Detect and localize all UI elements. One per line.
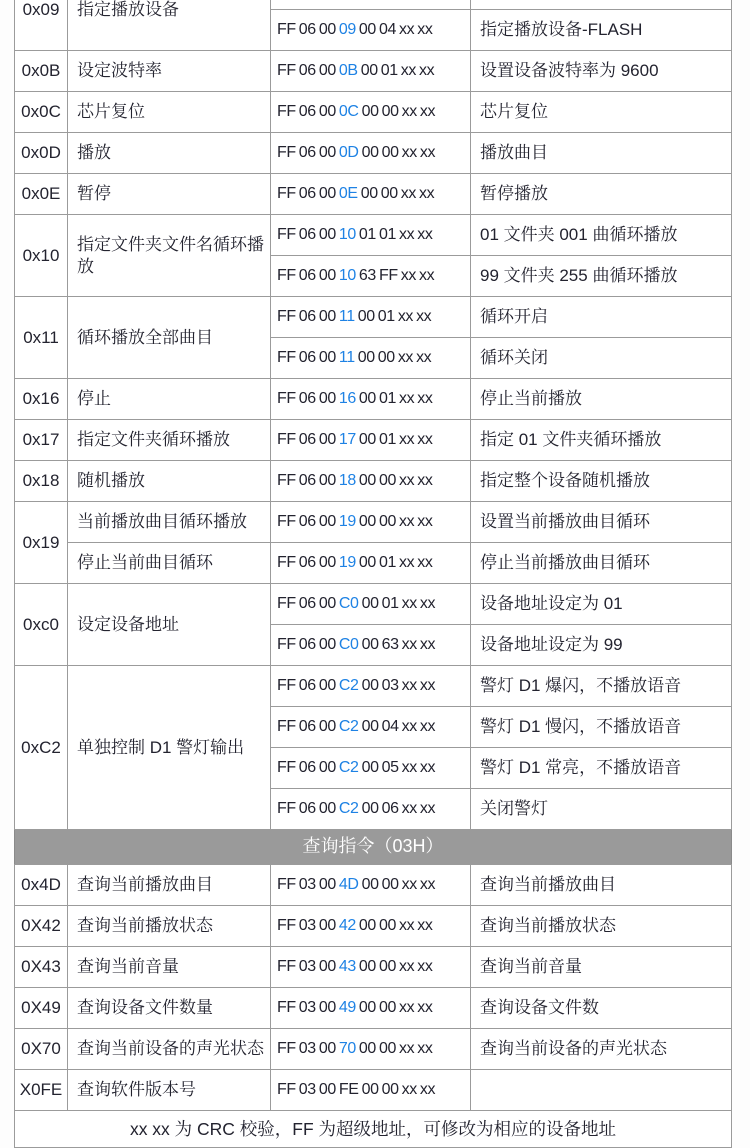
- cmd-suffix: 00 01 xx xx: [358, 594, 436, 612]
- cmd-prefix: FF 06 00: [277, 635, 339, 653]
- cmd-code-byte: 19: [338, 512, 356, 530]
- cmd-suffix: 00 00 xx xx: [355, 998, 433, 1016]
- cmd-cell: [271, 256, 471, 297]
- cmd-prefix: FF 06 00: [277, 307, 339, 325]
- cmd-prefix: FF 06 00: [277, 225, 339, 243]
- result-cell: 设置设备波特率为 9600: [471, 51, 732, 92]
- cmd-cell: [271, 1070, 471, 1111]
- table-row: [15, 947, 732, 988]
- cmd-suffix: 00 00 xx xx: [355, 471, 433, 489]
- desc-cell: 停止: [68, 379, 271, 420]
- cmd-prefix: FF 06 00: [277, 61, 339, 79]
- cmd-prefix: FF 06 00: [277, 799, 339, 817]
- cmd-suffix: 00 00 xx xx: [358, 102, 436, 120]
- cmd-cell: [271, 461, 471, 502]
- code-cell: 0X49: [15, 988, 68, 1029]
- cmd-suffix: 00 04 xx xx: [355, 20, 433, 38]
- table-row: [15, 1029, 732, 1070]
- code-cell: 0x19: [15, 502, 68, 584]
- cmd-code-byte: 10: [338, 266, 356, 284]
- table-row: [15, 174, 732, 215]
- cmd-suffix: 00 00 xx xx: [355, 1039, 433, 1057]
- command-table: [14, 0, 732, 1148]
- cmd-cell: [271, 502, 471, 543]
- cmd-cell: [271, 379, 471, 420]
- cmd-prefix: FF 06 00: [277, 348, 339, 366]
- code-cell: 0x4D: [15, 865, 68, 906]
- code-cell: 0X70: [15, 1029, 68, 1070]
- result-cell: 停止当前播放: [471, 379, 732, 420]
- cmd-suffix: 00 01 xx xx: [357, 61, 435, 79]
- table-row: [15, 420, 732, 461]
- code-cell: 0x0B: [15, 51, 68, 92]
- cmd-cell: [271, 0, 471, 10]
- table-row: [15, 0, 732, 10]
- desc-cell: 查询软件版本号: [68, 1070, 271, 1111]
- cmd-prefix: FF 06 00: [277, 184, 339, 202]
- table-row: [15, 1070, 732, 1111]
- result-cell: 指定播放设备-FLASH: [471, 10, 732, 51]
- desc-cell: 停止当前曲目循环: [68, 543, 271, 584]
- cmd-cell: [271, 707, 471, 748]
- desc-cell: 当前播放曲目循环播放: [68, 502, 271, 543]
- cmd-code-byte: 4D: [338, 875, 359, 893]
- table-row: [15, 215, 732, 256]
- cmd-suffix: 00 01 xx xx: [355, 553, 433, 571]
- result-cell: 设置当前播放曲目循环: [471, 502, 732, 543]
- code-cell: 0X43: [15, 947, 68, 988]
- cmd-prefix: FF 06 00: [277, 430, 339, 448]
- cmd-code-byte: C2: [338, 717, 359, 735]
- result-cell: 警灯 D1 常亮，不播放语音: [471, 748, 732, 789]
- table-row: [15, 92, 732, 133]
- cmd-suffix: 00 06 xx xx: [358, 799, 436, 817]
- cmd-suffix: 63 FF xx xx: [355, 266, 435, 284]
- cmd-suffix: 00 00 xx xx: [354, 348, 432, 366]
- cmd-code-byte: 70: [338, 1039, 356, 1057]
- cmd-cell: [271, 666, 471, 707]
- cmd-code-byte: 0C: [338, 102, 359, 120]
- cmd-suffix: 00 63 xx xx: [358, 635, 436, 653]
- cmd-prefix: FF 06 00: [277, 758, 339, 776]
- crc-footer-note: xx xx 为 CRC 校验，FF 为超级地址，可修改为相应的设备地址: [15, 1111, 732, 1148]
- cmd-cell: [271, 51, 471, 92]
- desc-cell: 查询当前播放状态: [68, 906, 271, 947]
- cmd-cell: [271, 215, 471, 256]
- code-cell: 0x16: [15, 379, 68, 420]
- result-cell: 循环关闭: [471, 338, 732, 379]
- result-cell: 99 文件夹 255 曲循环播放: [471, 256, 732, 297]
- cmd-suffix: 00 00 xx xx: [357, 184, 435, 202]
- result-cell: 警灯 D1 慢闪，不播放语音: [471, 707, 732, 748]
- desc-cell: 查询设备文件数量: [68, 988, 271, 1029]
- cmd-suffix: 00 04 xx xx: [358, 717, 436, 735]
- cmd-cell: [271, 297, 471, 338]
- table-row: [15, 988, 732, 1029]
- cmd-cell: [271, 988, 471, 1029]
- cmd-prefix: FF 06 00: [277, 512, 339, 530]
- result-cell: 指定 01 文件夹循环播放: [471, 420, 732, 461]
- result-cell: 查询当前播放状态: [471, 906, 732, 947]
- cmd-cell: [271, 625, 471, 666]
- table-row: [15, 906, 732, 947]
- cmd-code-byte: C2: [338, 758, 359, 776]
- desc-cell: 设定设备地址: [68, 584, 271, 666]
- desc-cell: 指定播放设备: [68, 0, 271, 51]
- cmd-code-byte: 11: [338, 307, 355, 325]
- table-row: [15, 666, 732, 707]
- cmd-prefix: FF 06 00: [277, 102, 339, 120]
- code-cell: 0xC2: [15, 666, 68, 830]
- cmd-suffix: 00 00 xx xx: [355, 916, 433, 934]
- cmd-code-byte: C2: [338, 676, 359, 694]
- crc-footer-row: [15, 1111, 732, 1148]
- result-cell: 指定整个设备随机播放: [471, 461, 732, 502]
- desc-cell: 单独控制 D1 警灯输出: [68, 666, 271, 830]
- cmd-code-byte: C2: [338, 799, 359, 817]
- cmd-prefix: FF 03 00 FE 00 00 xx xx: [277, 1080, 436, 1098]
- cmd-suffix: 00 01 xx xx: [355, 430, 433, 448]
- desc-cell: 指定文件夹循环播放: [68, 420, 271, 461]
- cmd-code-byte: 0D: [338, 143, 359, 161]
- table-row: [15, 865, 732, 906]
- cmd-code-byte: 10: [338, 225, 356, 243]
- desc-cell: 循环播放全部曲目: [68, 297, 271, 379]
- query-section-band: [15, 830, 732, 865]
- desc-cell: 播放: [68, 133, 271, 174]
- cmd-prefix: FF 06 00: [277, 676, 339, 694]
- cmd-code-byte: 18: [338, 471, 356, 489]
- cmd-cell: [271, 947, 471, 988]
- cmd-code-byte: 16: [338, 389, 356, 407]
- code-cell: 0x17: [15, 420, 68, 461]
- cmd-cell: [271, 865, 471, 906]
- result-cell: 设备地址设定为 01: [471, 584, 732, 625]
- desc-cell: 查询当前音量: [68, 947, 271, 988]
- cmd-cell: [271, 543, 471, 584]
- cmd-cell: [271, 133, 471, 174]
- cmd-cell: [271, 584, 471, 625]
- cmd-suffix: 00 00 xx xx: [355, 512, 433, 530]
- code-cell: 0x11: [15, 297, 68, 379]
- cmd-prefix: FF 06 00: [277, 20, 339, 38]
- code-cell: 0X42: [15, 906, 68, 947]
- cmd-prefix: FF 03 00: [277, 1039, 339, 1057]
- table-row: [15, 51, 732, 92]
- cmd-code-byte: 49: [338, 998, 356, 1016]
- cmd-prefix: FF 03 00: [277, 998, 339, 1016]
- cmd-prefix: FF 03 00: [277, 957, 339, 975]
- desc-cell: 随机播放: [68, 461, 271, 502]
- cmd-prefix: FF 06 00: [277, 471, 339, 489]
- code-cell: 0x10: [15, 215, 68, 297]
- cmd-code-byte: 09: [338, 20, 356, 38]
- cmd-suffix: 00 01 xx xx: [355, 389, 433, 407]
- cmd-code-byte: 0E: [338, 184, 358, 202]
- cmd-code-byte: 19: [338, 553, 356, 571]
- result-cell: 播放曲目: [471, 133, 732, 174]
- cmd-cell: [271, 789, 471, 830]
- result-cell: 01 文件夹 001 曲循环播放: [471, 215, 732, 256]
- code-cell: X0FE: [15, 1070, 68, 1111]
- desc-cell: 查询当前播放曲目: [68, 865, 271, 906]
- result-cell: 查询当前音量: [471, 947, 732, 988]
- desc-cell: 查询当前设备的声光状态: [68, 1029, 271, 1070]
- cmd-code-byte: C0: [338, 635, 359, 653]
- cmd-suffix: 00 00 xx xx: [358, 875, 436, 893]
- desc-cell: 芯片复位: [68, 92, 271, 133]
- cmd-suffix: 00 00 xx xx: [355, 957, 433, 975]
- table-row: [15, 379, 732, 420]
- cmd-cell: [271, 420, 471, 461]
- table-row: [15, 133, 732, 174]
- cmd-cell: [271, 1029, 471, 1070]
- result-cell: [471, 1070, 732, 1111]
- cmd-prefix: FF 06 00: [277, 389, 339, 407]
- cmd-code-byte: 42: [338, 916, 356, 934]
- code-cell: 0x0D: [15, 133, 68, 174]
- result-cell: 查询当前设备的声光状态: [471, 1029, 732, 1070]
- cmd-cell: [271, 906, 471, 947]
- cmd-code-byte: 17: [338, 430, 356, 448]
- cmd-suffix: 00 01 xx xx: [354, 307, 432, 325]
- table-row: [15, 297, 732, 338]
- cmd-suffix: 01 01 xx xx: [355, 225, 433, 243]
- code-cell: 0x18: [15, 461, 68, 502]
- desc-cell: 指定文件夹文件名循环播放: [68, 215, 271, 297]
- result-cell: 芯片复位: [471, 92, 732, 133]
- cmd-prefix: FF 06 00: [277, 143, 339, 161]
- code-cell: 0x09: [15, 0, 68, 51]
- command-table-body: [15, 0, 732, 1148]
- cmd-cell: [271, 174, 471, 215]
- cmd-cell: [271, 92, 471, 133]
- cmd-prefix: FF 06 00: [277, 717, 339, 735]
- cmd-prefix: FF 06 00: [277, 594, 339, 612]
- cmd-code-byte: 43: [338, 957, 356, 975]
- cmd-suffix: 00 05 xx xx: [358, 758, 436, 776]
- result-cell: 停止当前播放曲目循环: [471, 543, 732, 584]
- cmd-prefix: FF 06 00: [277, 266, 339, 284]
- result-cell: 关闭警灯: [471, 789, 732, 830]
- cmd-code-byte: 11: [338, 348, 355, 366]
- code-cell: 0x0E: [15, 174, 68, 215]
- result-cell: 查询设备文件数: [471, 988, 732, 1029]
- table-row: [15, 502, 732, 543]
- query-section-band-label: 查询指令（03H）: [15, 830, 732, 865]
- result-cell: 循环开启: [471, 297, 732, 338]
- result-cell: 警灯 D1 爆闪，不播放语音: [471, 666, 732, 707]
- cmd-suffix: 00 03 xx xx: [358, 676, 436, 694]
- desc-cell: 设定波特率: [68, 51, 271, 92]
- table-row: [15, 543, 732, 584]
- desc-cell: 暂停: [68, 174, 271, 215]
- table-row: [15, 461, 732, 502]
- cmd-prefix: FF 06 00: [277, 553, 339, 571]
- result-cell: 暂停播放: [471, 174, 732, 215]
- table-row: [15, 584, 732, 625]
- code-cell: 0x0C: [15, 92, 68, 133]
- result-cell: 查询当前播放曲目: [471, 865, 732, 906]
- code-cell: 0xc0: [15, 584, 68, 666]
- cmd-prefix: FF 03 00: [277, 875, 339, 893]
- result-cell: [471, 0, 732, 10]
- cmd-suffix: 00 00 xx xx: [358, 143, 436, 161]
- cmd-cell: [271, 10, 471, 51]
- cmd-prefix: FF 03 00: [277, 916, 339, 934]
- cmd-code-byte: C0: [338, 594, 359, 612]
- cmd-cell: [271, 338, 471, 379]
- cmd-cell: [271, 748, 471, 789]
- cmd-code-byte: 0B: [338, 61, 358, 79]
- result-cell: 设备地址设定为 99: [471, 625, 732, 666]
